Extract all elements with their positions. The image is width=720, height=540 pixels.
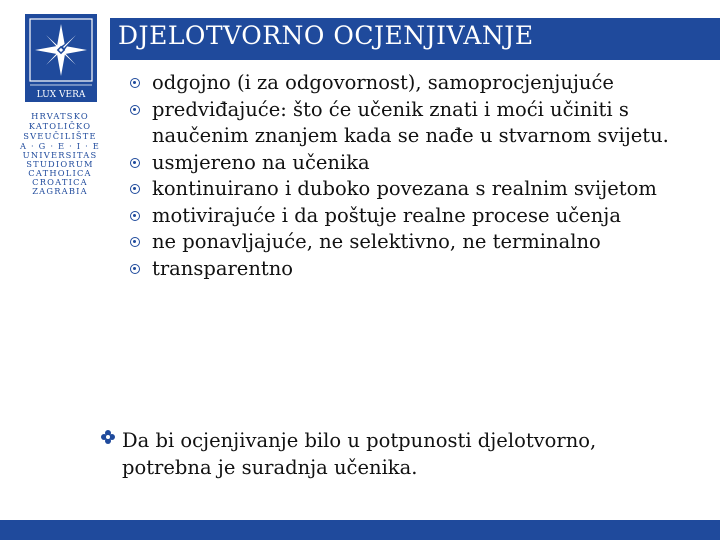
logo-line-9: ZAGRABIA (32, 186, 88, 196)
logo-line-6: STUDIORUM (26, 159, 94, 169)
list-item (130, 97, 690, 150)
main-point-text: Da bi ocjenjivanje bilo u potpunosti djelotvorno, potrebna je suradnja učenika. (122, 429, 597, 479)
bullet-dot-icon (130, 158, 140, 168)
list-item-text: predviđajuće: što će učenik znati i moći učiniti s naučenim znanjem kada se nađe u stvarnom svijetu. (152, 97, 669, 147)
list-item-text: motivirajuće i da poštuje realne procese učenja (152, 203, 621, 227)
list-item-text: usmjereno na učenika (152, 150, 370, 174)
logo-line-2: KATOLIČKO (28, 121, 92, 131)
bullet-dot-icon (130, 184, 140, 194)
bullet-dot-icon (130, 264, 140, 274)
list-item (130, 176, 690, 203)
list-item (130, 229, 690, 256)
logo-line-4: A · G · E · I · E (19, 141, 101, 151)
bullet-dot-icon (130, 78, 140, 88)
list-item (130, 70, 690, 97)
list-item (130, 203, 690, 230)
flower-bullet-icon (100, 429, 116, 445)
list-item-text: odgojno (i za odgovornost), samoprocjenjujuće (152, 71, 614, 94)
logo-line-1: HRVATSKO (31, 111, 89, 121)
list-item (130, 256, 690, 283)
logo-line-5: UNIVERSITAS (22, 150, 98, 160)
bullet-list (130, 70, 690, 282)
logo-line-7: CATHOLICA (28, 168, 92, 178)
list-item-text: transparentno (152, 256, 294, 280)
bullet-dot-icon (130, 211, 140, 221)
logo-motto: LUX VERA (36, 90, 86, 100)
list-item-text: ne ponavljajuće, ne selektivno, ne terminalno (152, 230, 601, 253)
list-item (130, 150, 690, 177)
logo-line-8: CROATICA (32, 177, 88, 187)
footer-bar (0, 520, 720, 540)
bullet-dot-icon (130, 105, 140, 115)
university-logo (0, 0, 110, 200)
slide-title: DJELOTVORNO OCJENJIVANJE (118, 21, 534, 50)
bullet-dot-icon (130, 237, 140, 247)
logo-line-3: SVEUČILIŠTE (23, 131, 97, 141)
logo-emblem (0, 0, 110, 200)
list-item-text: kontinuirano i duboko povezana s realnim svijetom (152, 177, 657, 200)
